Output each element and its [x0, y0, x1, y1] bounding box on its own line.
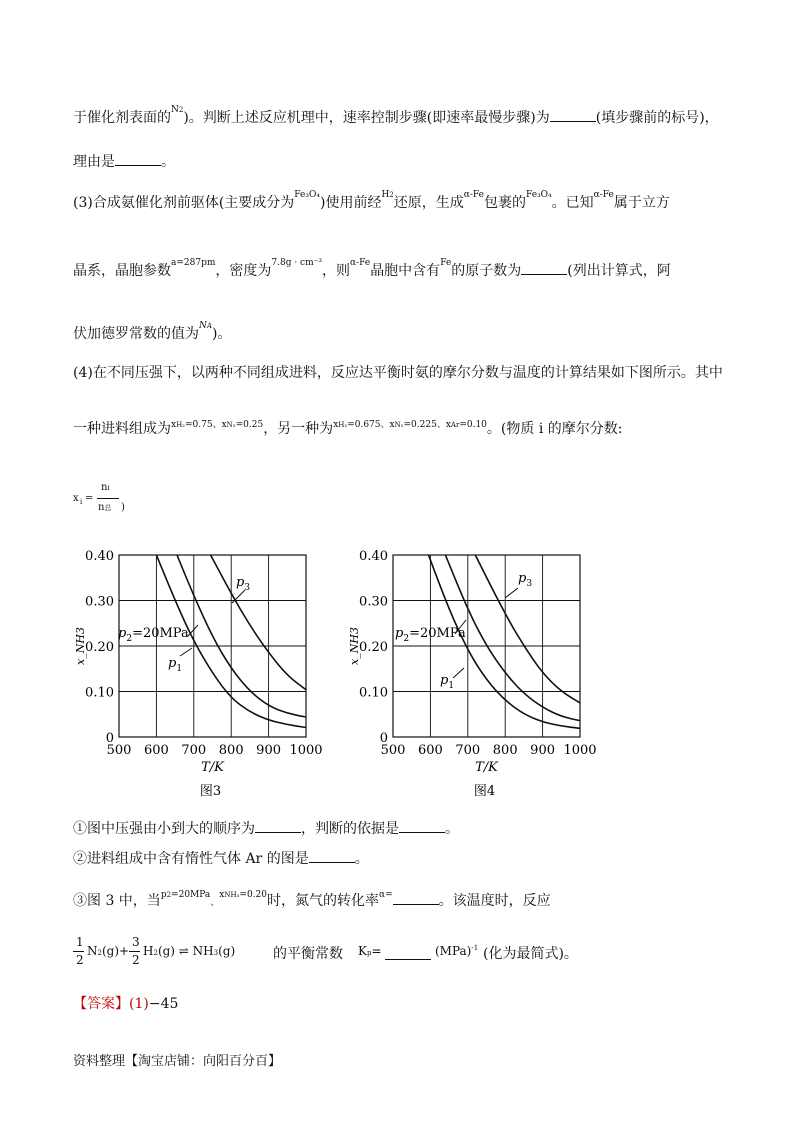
figure-caption: 图4 [473, 784, 496, 799]
answer-label: 【答案】 [73, 996, 129, 1012]
text-line-5 [73, 323, 231, 343]
question-3 [73, 890, 551, 910]
formula-sub: i [80, 498, 83, 506]
formula: α= [379, 890, 393, 900]
answer-blank[interactable] [521, 262, 567, 275]
answer-blank[interactable] [255, 820, 301, 833]
figure-charts [0, 540, 800, 810]
text: 的平衡常数 [273, 946, 343, 962]
x-tick-label: 700 [455, 743, 481, 758]
text: ②进料组成中含有惰性气体 Ar 的图是 [73, 851, 309, 867]
series-label-1: $p_1$ [440, 673, 455, 691]
series-line-1 [429, 555, 581, 728]
series-label-2: $p_2=20MPa$ [395, 626, 466, 644]
text-line-3 [73, 192, 670, 212]
x-tick-label: 800 [492, 743, 518, 758]
text: 、 [210, 898, 220, 908]
text: (填步骤前的标号)， [595, 110, 719, 126]
footer-note: 资料整理【淘宝店铺：向阳百分百】 [73, 1054, 282, 1069]
text: 。已知 [551, 195, 594, 211]
text-line-7 [73, 418, 622, 438]
eq-h2: H2(g) ⇌ NH3(g) [143, 944, 236, 958]
formula: α-Fe [463, 190, 484, 200]
y-tick-label: 0.10 [359, 685, 388, 701]
eq-den: 2 [132, 953, 140, 967]
answer-blank[interactable] [115, 153, 161, 166]
mole-fraction-formula [73, 480, 153, 520]
y-tick-label: 0.10 [85, 685, 114, 701]
y-tick-label: 0.30 [359, 594, 388, 610]
y-tick-label: 0.20 [359, 640, 388, 655]
x-tick-label: 600 [143, 743, 169, 758]
y-tick-label: 0.20 [85, 640, 114, 655]
text: 还原，生成 [393, 195, 464, 211]
y-tick-label: 0.40 [359, 549, 388, 564]
answer-line [73, 993, 178, 1013]
formula: xH₂=0.75、xN₂=0.25 [171, 420, 264, 430]
y-axis-label: x_NH3 [348, 627, 361, 665]
text: 属于立方 [613, 195, 670, 211]
x-tick-label: 600 [417, 743, 443, 758]
eq-n2: N2(g)+ [87, 944, 130, 958]
text: ①图中压强由小到大的顺序为 [73, 821, 255, 837]
formula: N2 [171, 105, 184, 115]
text-line-6 [73, 362, 723, 382]
formula: a=287pm [171, 258, 216, 268]
formula-close: ) [121, 502, 125, 513]
formula-eq: = [85, 493, 94, 504]
text: )。 [211, 326, 232, 342]
series-label-3: $p_3$ [236, 575, 251, 593]
text: 。(物质 i 的摩尔分数: [486, 421, 623, 437]
text: 时，氮气的转化率 [267, 893, 380, 909]
text: )使用前经 [319, 195, 382, 211]
text: 包裹的 [483, 195, 526, 211]
text: (列出计算式，阿 [567, 263, 671, 279]
eq-num: 1 [76, 935, 84, 949]
text-line-1 [73, 107, 719, 127]
text: 一种进料组成为 [73, 421, 171, 437]
text: 。 [445, 821, 459, 837]
question-2 [73, 848, 369, 868]
formula: xH₂=0.675、xN₂=0.225、xAr=0.10 [333, 420, 487, 430]
series-line-3 [211, 555, 306, 690]
formula: H2 [381, 190, 394, 200]
text: 于催化剂表面的 [73, 110, 171, 126]
x-tick-label: 1000 [289, 743, 323, 758]
text: 的原子数为 [451, 263, 522, 279]
x-axis-label: T/K [201, 760, 224, 775]
series-label-3: $p_3$ [518, 571, 533, 589]
text: 伏加德罗常数的值为 [73, 326, 199, 342]
kp-symbol: Kp= [358, 944, 382, 958]
text-line-4 [73, 260, 671, 280]
series-leader-1 [453, 668, 464, 678]
text: 。该温度时，反应 [438, 893, 551, 909]
text: ，另一种为 [263, 421, 334, 437]
formula: p2=20MPa [160, 890, 211, 900]
fraction-bar [97, 498, 119, 499]
text: 晶系，晶胞参数 [73, 263, 171, 279]
fraction-bar [129, 951, 140, 952]
fraction-bar [73, 951, 84, 952]
text: )。判断上述反应机理中，速率控制步骤(即速率最慢步骤)为 [183, 110, 550, 126]
series-label-1: $p_1$ [168, 656, 183, 674]
x-tick-label: 900 [530, 743, 556, 758]
eq-den: 2 [76, 953, 84, 967]
text: ③图 3 中，当 [73, 893, 161, 909]
series-label-2: $p_2=20MPa$ [118, 626, 189, 644]
formula: 7.8g · cm⁻³ [271, 258, 322, 268]
answer-blank[interactable] [385, 947, 431, 960]
text: (化为最简式)。 [483, 946, 578, 962]
formula: α-Fe [593, 190, 614, 200]
unit: (MPa)$^{-1}$ [435, 944, 479, 958]
series-leader-3 [505, 588, 518, 598]
equilibrium-equation [73, 935, 633, 975]
answer-blank[interactable] [393, 892, 439, 905]
answer-part: (1) [129, 996, 149, 1012]
answer-blank[interactable] [309, 850, 355, 863]
x-tick-label: 700 [181, 743, 207, 758]
formula: α-Fe [349, 258, 371, 268]
series-leader-1 [180, 648, 192, 656]
text: 理由是 [73, 154, 115, 170]
formula: xNH₃=0.20 [219, 890, 268, 900]
formula: NA [199, 321, 212, 331]
text: ，则 [321, 263, 350, 279]
x-tick-label: 500 [106, 743, 132, 758]
eq-num: 3 [132, 935, 140, 949]
x-tick-label: 500 [380, 743, 406, 758]
series-line-3 [475, 555, 580, 703]
text: 。 [354, 851, 369, 867]
y-tick-label: 0 [379, 731, 388, 746]
x-tick-label: 800 [218, 743, 244, 758]
y-tick-label: 0.30 [85, 594, 114, 610]
text: ，密度为 [215, 263, 272, 279]
formula: Fe₃O₄ [525, 190, 552, 200]
text: 晶胞中含有 [370, 263, 441, 279]
text-line-2 [73, 151, 175, 171]
formula-den: n总 [98, 502, 112, 513]
formula-x: x [73, 493, 79, 504]
formula: Fe₃O₄ [294, 190, 320, 200]
x-tick-label: 900 [256, 743, 282, 758]
x-axis-label: T/K [475, 760, 498, 775]
y-tick-label: 0 [105, 731, 114, 746]
y-tick-label: 0.40 [85, 549, 114, 564]
answer-value: −45 [148, 996, 179, 1012]
text: (4)在不同压强下，以两种不同组成进料，反应达平衡时氨的摩尔分数与温度的计算结果如下图所示。其中 [73, 365, 723, 381]
text: ，判断的依据是 [301, 821, 399, 837]
formula-num: ni [101, 482, 110, 493]
x-tick-label: 1000 [563, 743, 597, 758]
text: 。 [161, 154, 175, 170]
answer-blank[interactable] [399, 820, 445, 833]
answer-blank[interactable] [550, 109, 596, 122]
y-axis-label: x_NH3 [74, 627, 87, 665]
figure-caption: 图3 [199, 784, 222, 799]
question-1 [73, 818, 459, 838]
formula: Fe [440, 258, 452, 268]
text: (3)合成氨催化剂前驱体(主要成分为 [73, 195, 295, 211]
